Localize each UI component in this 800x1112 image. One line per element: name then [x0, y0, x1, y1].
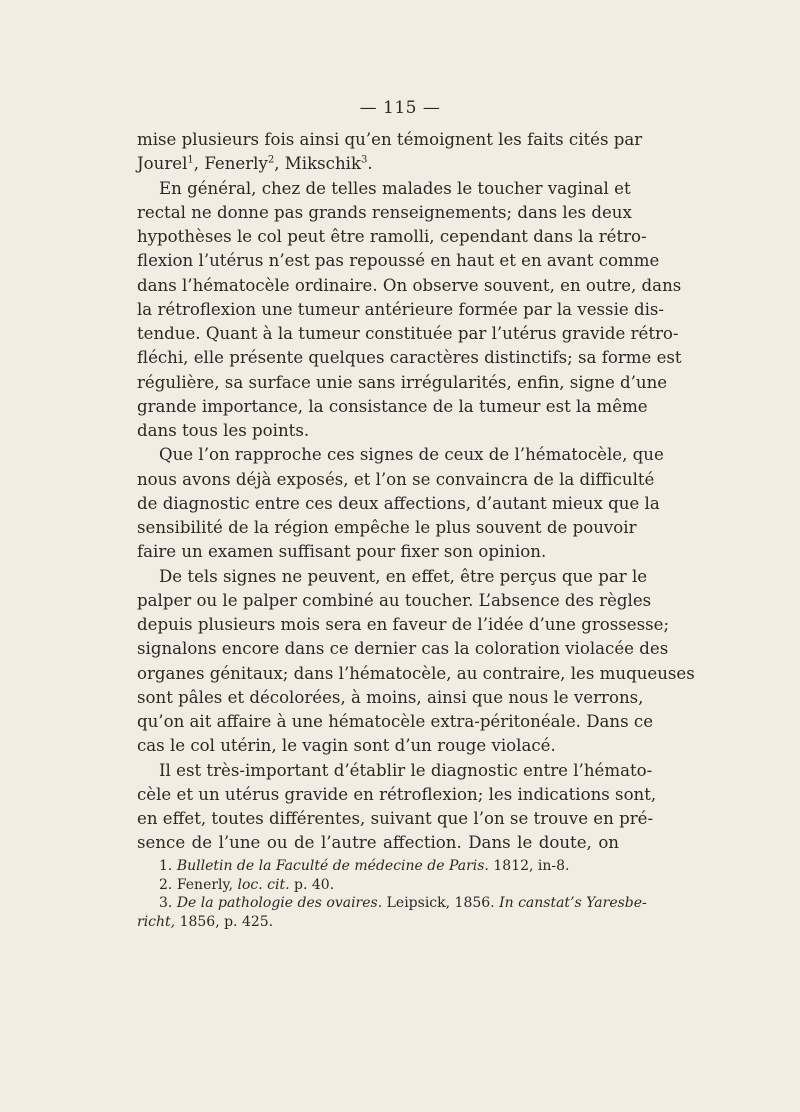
text-line: mise plusieurs fois ainsi qu’en témoignent les faits cités par: [137, 130, 643, 149]
text-line: Il est très-important d’établir le diagnostic entre l’hémato-: [159, 760, 653, 780]
text-line: cas le col utérin, le vagin sont d’un rouge violacé.: [137, 736, 556, 756]
body-text: [137, 128, 695, 856]
text-line: sensibilité de la région empêche le plus souvent de pouvoir: [137, 518, 637, 537]
text-line: depuis plusieurs mois sera en faveur de l’idée d’une grossesse;: [137, 615, 670, 634]
footnote-number: 1.: [159, 858, 173, 874]
footnote-marker-2: 2: [267, 154, 275, 166]
footnote-title: De la pathologie des ovaires.: [176, 895, 383, 911]
footnote-detail: 1856, p. 425.: [179, 913, 274, 930]
footnote-1: [137, 857, 619, 876]
footnote-detail: Leipsick, 1856.: [386, 895, 495, 911]
footnote-author: Fenerly,: [176, 876, 234, 893]
text-line: organes génitaux; dans l’hématocèle, au contraire, les muqueuses: [137, 663, 695, 683]
footnote-number: 2.: [159, 876, 173, 893]
citation-fenerly: , Fenerly: [193, 154, 268, 174]
text-line: De tels signes ne peuvent, en effet, être perçus que par le: [159, 566, 648, 586]
text-line: grande importance, la consistance de la tumeur est la même: [137, 396, 648, 416]
text-line: signalons encore dans ce dernier cas la coloration violacée des: [137, 639, 669, 659]
text-line: régulière, sa surface unie sans irrégularités, enfin, signe d’une: [137, 372, 668, 392]
text-line: rectal ne donne pas grands renseignements; dans les deux: [137, 202, 632, 222]
footnote-detail: 1812, in-8.: [493, 858, 570, 874]
footnote-2: [137, 876, 619, 895]
text-line: tendue. Quant à la tumeur constituée par l’utérus gravide rétro-: [137, 324, 679, 343]
text-line: qu’on ait affaire à une hématocèle extra-péritonéale. Dans ce: [137, 712, 654, 731]
text-line: dans tous les points.: [137, 421, 310, 440]
footnote-ref: In canstat’s Yaresbe-: [499, 895, 647, 911]
text-line: sont pâles et décolorées, à moins, ainsi que nous le verrons,: [137, 687, 644, 707]
text-line: palper ou le palper combiné au toucher. L’absence des règles: [137, 590, 652, 610]
text-line: flexion l’utérus n’est pas repoussé en haut et en avant comme: [137, 251, 660, 271]
text-line: En général, chez de telles malades le toucher vaginal et: [159, 178, 631, 198]
page-number: — 115 —: [359, 98, 441, 118]
text-line: hypothèses le col peut être ramolli, cependant dans la rétro-: [137, 227, 647, 246]
footnote-3-continued: [137, 913, 619, 932]
citation-mikschik: , Mikschik: [274, 154, 362, 174]
footnote-detail: p. 40.: [293, 876, 335, 893]
footnote-3: [137, 894, 647, 913]
footnote-ref: loc. cit.: [237, 876, 290, 893]
citation-end: .: [367, 154, 373, 174]
footnote-number: 3.: [159, 895, 173, 911]
text-line: cèle et un utérus gravide en rétroflexion; les indications sont,: [137, 784, 657, 804]
footnote-marker-3: 3: [361, 154, 368, 166]
citation-jourel: Jourel: [137, 154, 188, 174]
footnote-marker-1: 1: [187, 154, 194, 166]
text-line: de diagnostic entre ces deux affections, d’autant mieux que la: [137, 493, 660, 513]
text-line: Que l’on rapproche ces signes de ceux de l’hématocèle, que: [159, 445, 664, 465]
text-line: nous avons déjà exposés, et l’on se convaincra de la difficulté: [137, 469, 655, 489]
text-line: en effet, toutes différentes, suivant que l’on se trouve en pré-: [137, 809, 654, 828]
text-line: fléchi, elle présente quelques caractères distinctifs; sa forme est: [137, 348, 682, 368]
text-line: dans l’hématocèle ordinaire. On observe souvent, en outre, dans: [137, 275, 682, 295]
text-line: faire un examen suffisant pour fixer son opinion.: [137, 542, 547, 562]
text-line: la rétroflexion une tumeur antérieure formée par la vessie dis-: [137, 299, 665, 319]
text-line: sence de l’une ou de l’autre affection. Dans le doute, on: [137, 833, 619, 853]
footnote-ref: richt,: [137, 913, 176, 930]
footnote-title: Bulletin de la Faculté de médecine de Paris.: [176, 858, 489, 874]
footnotes: [137, 857, 647, 931]
text-line-citations: [137, 152, 619, 176]
